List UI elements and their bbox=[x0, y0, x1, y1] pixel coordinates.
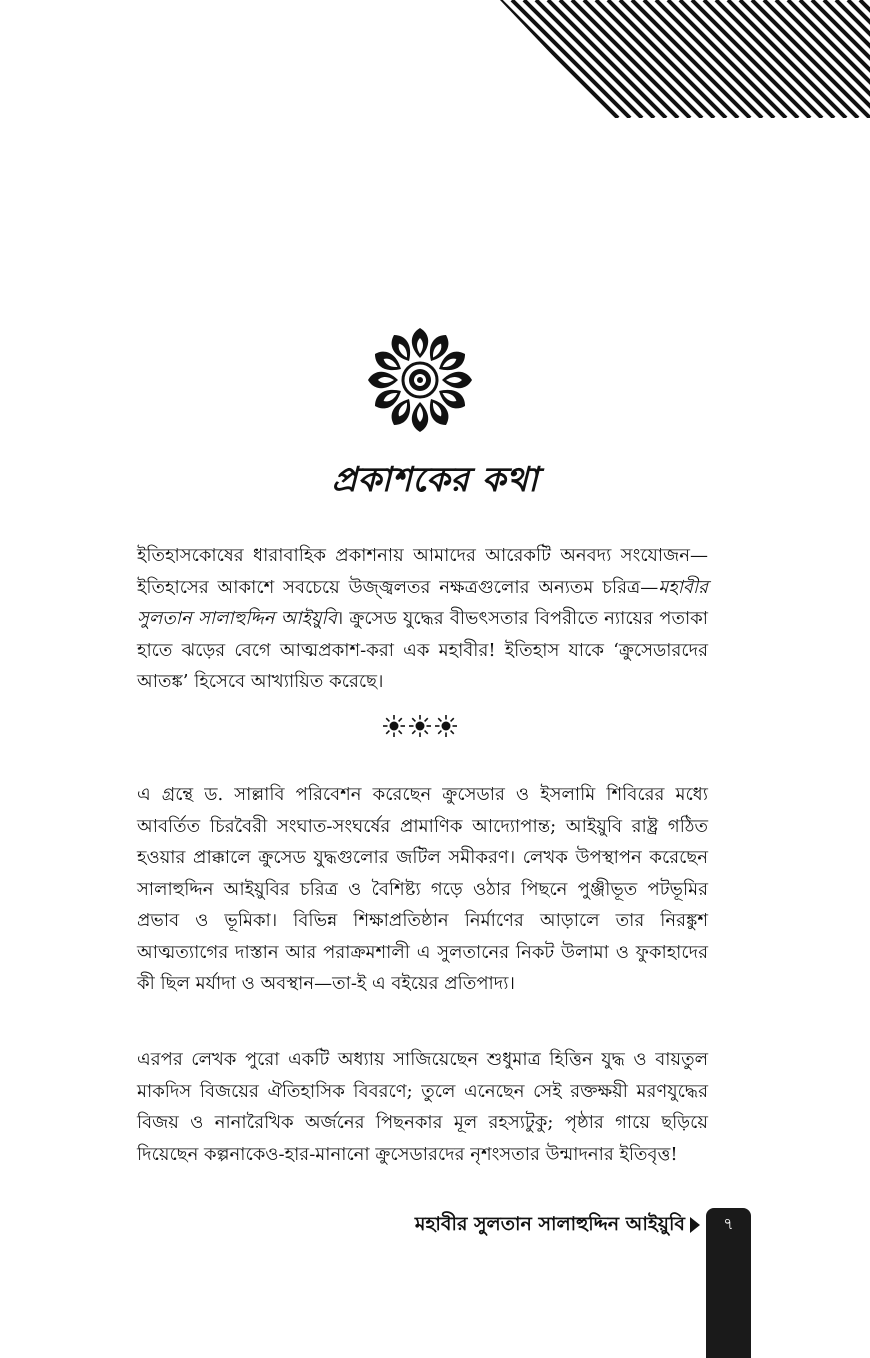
paragraph-closing: এরপর লেখক পুরো একটি অধ্যায় সাজিয়েছেন শুধুমাত্র হিত্তিন যুদ্ধ ও বায়তুল মাকদিস বিজয়ের ঐতিহাসিক বিবরণে; তুলে এনেছেন সেই রক্তক্ষয়ী মরণযুদ্ধের বিজয় ও নানারৈখিক অর্জনের পিছনকার মূল রহস্যটুকু; পৃষ্ঠার গায়ে ছড়িয়ে দিয়েছেন কল্পনাকেও-হার-মানানো ক্রুসেডারদের নৃশংসতার উন্মাদনার ইতিবৃত্ত! bbox=[137, 1049, 708, 1165]
intro-text-end: । ক্রুসেড যুদ্ধের বীভৎসতার বিপরীতে ন্যায়ের পতাকা হাতে ঝড়ের বেগে আত্মপ্রকাশ-করা এক মহাবীর! ইতিহাস যাকে ‘ক্রুসেডারদের আতঙ্ক’ হিসেবে আখ্যায়িত করেছে। bbox=[137, 608, 708, 692]
sun-icon bbox=[435, 715, 457, 737]
three-suns-divider-icon bbox=[380, 713, 460, 739]
page-number-tab bbox=[706, 1208, 751, 1358]
page-heading: প্রকাশকের কথা bbox=[331, 460, 539, 500]
running-footer-title: মহাবীর সুলতান সালাহুদ্দিন আইয়ুবি bbox=[414, 1213, 685, 1235]
paragraph-intro bbox=[137, 540, 708, 698]
sun-icon bbox=[409, 715, 431, 737]
sun-icon bbox=[383, 715, 405, 737]
flower-ornament-icon bbox=[350, 320, 490, 440]
triangle-right-icon bbox=[690, 1217, 700, 1233]
page-number: ৭ bbox=[723, 1214, 734, 1233]
header-stripes bbox=[0, 0, 870, 120]
paragraph-body: এ গ্রন্থে ড. সাল্লাবি পরিবেশন করেছেন ক্রুসেডার ও ইসলামি শিবিরের মধ্যে আবর্তিত চিরবৈরী সংঘাত-সংঘর্ষের প্রামাণিক আদ্যোপান্ত; আইয়ুবি রাষ্ট্র গঠিত হওয়ার প্রাক্কালে ক্রুসেড যুদ্ধগুলোর জটিল সমীকরণ। লেখক উপস্থাপন করেছেন সালাহুদ্দিন আইয়ুবির চরিত্র ও বৈশিষ্ট্য গড়ে ওঠার পিছনে পুঞ্জীভূত পটভূমির প্রভাব ও ভূমিকা। বিভিন্ন শিক্ষাপ্রতিষ্ঠান নির্মাণের আড়ালে তার নিরঙ্কুশ আত্মত্যাগের দাস্তান আর পরাক্রমশালী এ সুলতানের নিকট উলামা ও ফুকাহাদের কী ছিল মর্যাদা ও অবস্থান—তা-ই এ বইয়ের প্রতিপাদ্য। bbox=[137, 784, 708, 994]
intro-text-start: ইতিহাসকোষের ধারাবাহিক প্রকাশনায় আমাদের আরেকটি অনবদ্য সংযোজন—ইতিহাসের আকাশে সবচেয়ে উজ্জ্বলতর নক্ষত্রগুলোর অন্যতম চরিত্র— bbox=[137, 545, 708, 598]
book-title-emphasis: মহাবীর সুলতান সালাহুদ্দিন আইয়ুবি bbox=[137, 576, 708, 629]
